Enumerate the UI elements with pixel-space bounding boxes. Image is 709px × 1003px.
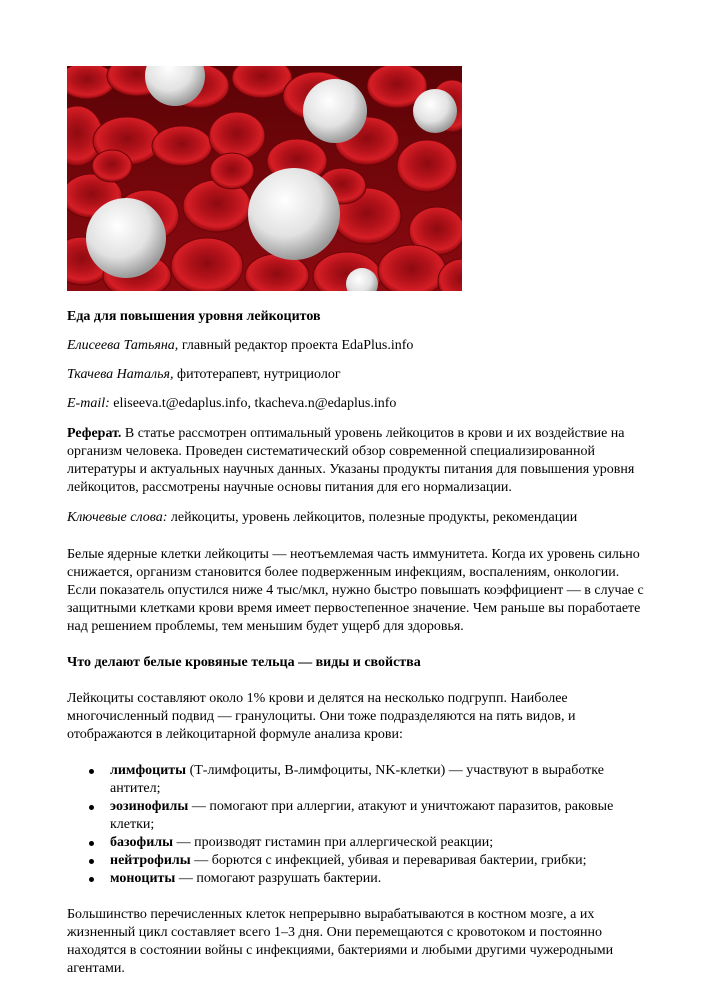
author-line-1	[67, 337, 647, 355]
section-paragraph-2: Большинство перечисленных клеток непрерывно вырабатываются в костном мозге, а их жизненный цикл составляет всего 1–3 дня. Они перемещаются с кровотоком и постоянно находятся в состоянии войны с инфекциями, бактериями и любыми другими чужеродными агентами.	[67, 907, 614, 976]
article-title: Еда для повышения уровня лейкоцитов	[67, 309, 321, 324]
author-line-2	[67, 366, 647, 384]
list-item	[110, 798, 647, 834]
list-item-desc: — борются с инфекцией, убивая и переваривая бактерии, грибки;	[190, 853, 587, 868]
section-paragraph-1: Лейкоциты составляют около 1% крови и делятся на несколько подгрупп. Наиболее многочисленный подвид — гранулоциты. Они тоже подразделяются на пять видов, и отображаются в лейкоцитарной формуле анализа крови:	[67, 691, 576, 742]
white-blood-cell	[413, 89, 457, 133]
keywords-text: лейкоциты, уровень лейкоцитов, полезные продукты, рекомендации	[167, 510, 578, 525]
author-name: Елисеева Татьяна,	[67, 338, 179, 353]
cell-types-list	[67, 762, 647, 888]
list-item-desc: — помогают при аллергии, атакуют и уничтожают паразитов, раковые клетки;	[110, 799, 614, 832]
abstract-label: Реферат.	[67, 426, 122, 441]
list-item-term: нейтрофилы	[110, 853, 191, 868]
list-item	[110, 834, 647, 852]
keywords	[67, 509, 647, 527]
red-blood-cell	[210, 153, 254, 189]
email-value: eliseeva.t@edaplus.info, tkacheva.n@edaplus.info	[109, 396, 397, 411]
email-line	[67, 395, 647, 413]
section-heading: Что делают белые кровяные тельца — виды и свойства	[67, 655, 421, 670]
list-item	[110, 870, 647, 888]
white-blood-cell	[248, 168, 340, 260]
white-blood-cell	[303, 79, 367, 143]
email-label: E-mail:	[67, 396, 110, 411]
red-blood-cell	[397, 140, 457, 192]
red-blood-cell	[92, 150, 132, 182]
author-role: фитотерапевт, нутрициолог	[173, 367, 341, 382]
list-item-desc: — помогают разрушать бактерии.	[175, 871, 382, 886]
abstract	[67, 425, 647, 497]
abstract-text: В статье рассмотрен оптимальный уровень лейкоцитов в крови и их воздействие на организм человека. Проведен систематический обзор современной специализированной литературы и актуальных научных данных. Указаны продукты питания для повышения уровня лейкоцитов, рассмотрены научные основы питания для его нормализации.	[67, 426, 635, 495]
keywords-label: Ключевые слова:	[67, 510, 168, 525]
red-blood-cell	[378, 245, 446, 291]
red-blood-cell	[171, 238, 243, 291]
author-name: Ткачева Наталья,	[67, 367, 174, 382]
intro-paragraph: Белые ядерные клетки лейкоциты — неотъемлемая часть иммунитета. Когда их уровень сильно снижается, организм становится более подверженным инфекциям, воспалениям, онкологии. Если показатель опустился ниже 4 тыс/мкл, нужно быстро повышать коэффициент — в случае с защитными клетками крови время имеет первостепенное значение. Чем раньше вы поработаете над решением проблемы, тем меньшим будет ущерб для здоровья.	[67, 547, 644, 634]
document-page	[67, 66, 647, 978]
author-role: главный редактор проекта EdaPlus.info	[178, 338, 414, 353]
white-blood-cell	[86, 198, 166, 278]
blood-cells-image	[67, 66, 462, 291]
list-item-term: моноциты	[110, 871, 176, 886]
list-item-term: лимфоциты	[110, 763, 187, 778]
list-item	[110, 852, 647, 870]
list-item-desc: — производят гистамин при аллергической реакции;	[173, 835, 494, 850]
list-item-term: базофилы	[110, 835, 174, 850]
red-blood-cell	[209, 112, 265, 160]
red-blood-cell	[152, 126, 212, 166]
list-item-desc: (Т-лимфоциты, В-лимфоциты, NK-клетки) — участвуют в выработке антител;	[110, 763, 604, 796]
list-item-term: эозинофилы	[110, 799, 189, 814]
list-item	[110, 762, 647, 798]
